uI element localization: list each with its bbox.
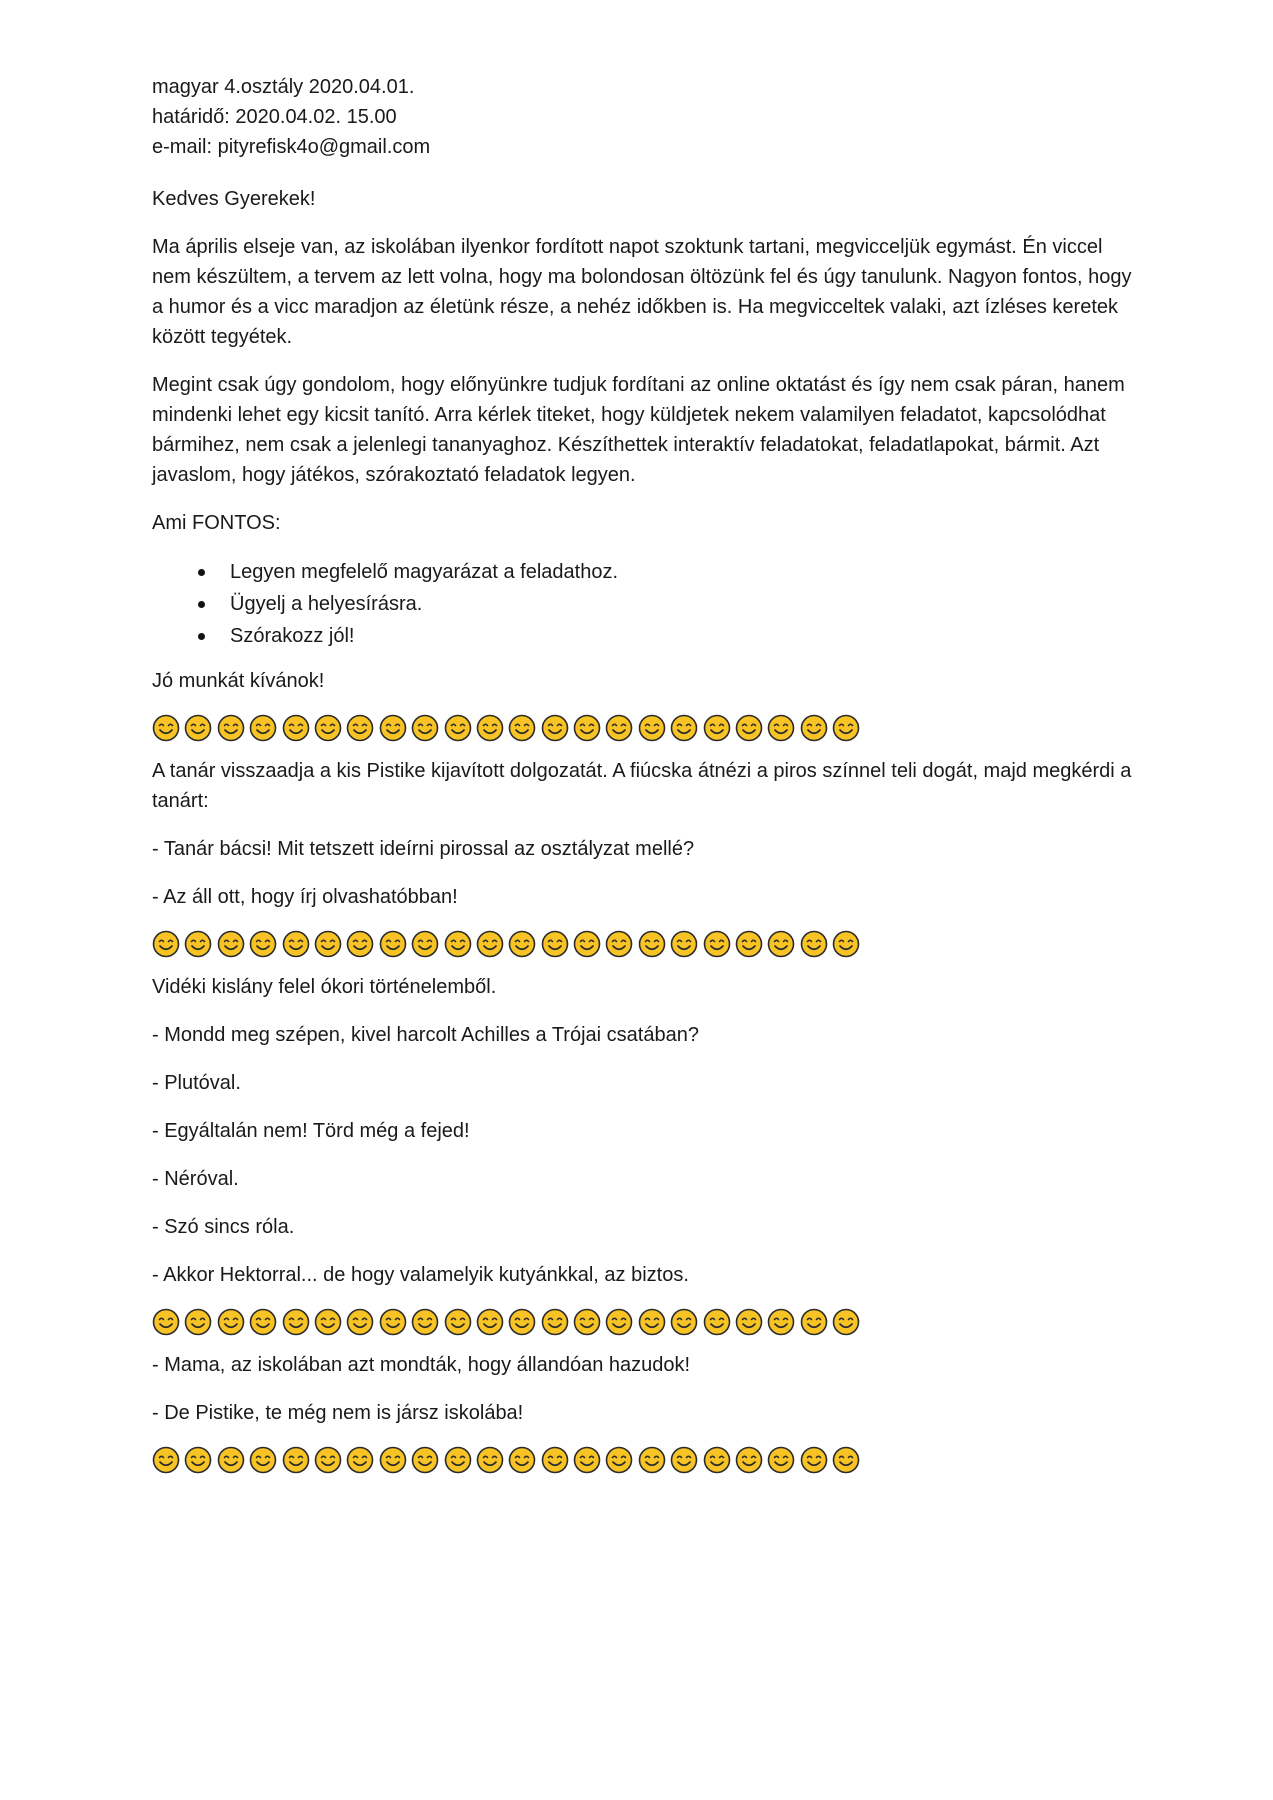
smiling-face-icon	[314, 1446, 342, 1474]
joke2-line: - Egyáltalán nem! Törd még a fejed!	[152, 1120, 470, 1142]
smiling-face-icon	[541, 930, 569, 958]
smiley-divider	[152, 930, 1132, 958]
smiling-face-icon	[638, 1308, 666, 1336]
smiley-divider	[152, 714, 1132, 742]
smiling-face-icon	[670, 1446, 698, 1474]
joke3-line: - De Pistike, te még nem is jársz iskolába!	[152, 1402, 524, 1424]
smiling-face-icon	[670, 714, 698, 742]
important-list	[152, 556, 1132, 652]
smiling-face-icon	[573, 930, 601, 958]
smiley-divider	[152, 1446, 1132, 1474]
smiling-face-icon	[508, 1446, 536, 1474]
paragraph-task: Megint csak úgy gondolom, hogy előnyünkre tudjuk fordítani az online oktatást és így nem csak páran, hanem mindenki lehet egy kicsit tanító. Arra kérlek titeket, hogy küldjetek nekem valamilyen feladatot, kapcsolódhat bármihez, nem csak a jelenlegi tananyaghoz. Készíthettek interaktív feladatokat, feladatlapokat, bármit. Azt javaslom, hogy játékos, szórakoztató feladatok legyen.	[152, 374, 1125, 486]
smiling-face-icon	[800, 930, 828, 958]
list-item: Legyen megfelelő magyarázat a feladathoz.	[198, 556, 1132, 588]
joke2-intro: Vidéki kislány felel ókori történelemből.	[152, 976, 497, 998]
smiling-face-icon	[541, 1446, 569, 1474]
smiling-face-icon	[379, 714, 407, 742]
smiling-face-icon	[508, 714, 536, 742]
smiling-face-icon	[444, 1308, 472, 1336]
smiling-face-icon	[832, 930, 860, 958]
smiling-face-icon	[346, 930, 374, 958]
smiling-face-icon	[314, 1308, 342, 1336]
joke2-line: - Akkor Hektorral... de hogy valamelyik kutyánkkal, az biztos.	[152, 1264, 689, 1286]
joke2-line: - Néróval.	[152, 1168, 239, 1190]
smiling-face-icon	[152, 1446, 180, 1474]
document-header	[152, 72, 1132, 162]
smiling-face-icon	[184, 714, 212, 742]
smiling-face-icon	[217, 714, 245, 742]
joke2-line: - Plutóval.	[152, 1072, 241, 1094]
smiling-face-icon	[800, 1308, 828, 1336]
joke2-line: - Szó sincs róla.	[152, 1216, 295, 1238]
smiling-face-icon	[735, 1308, 763, 1336]
smiling-face-icon	[573, 1308, 601, 1336]
smiling-face-icon	[314, 930, 342, 958]
smiling-face-icon	[152, 714, 180, 742]
smiling-face-icon	[184, 930, 212, 958]
smiling-face-icon	[508, 1308, 536, 1336]
smiling-face-icon	[573, 714, 601, 742]
smiling-face-icon	[217, 930, 245, 958]
smiling-face-icon	[735, 930, 763, 958]
smiling-face-icon	[638, 930, 666, 958]
smiling-face-icon	[346, 1308, 374, 1336]
list-item: Szórakozz jól!	[198, 620, 1132, 652]
smiling-face-icon	[379, 930, 407, 958]
smiling-face-icon	[638, 1446, 666, 1474]
smiling-face-icon	[605, 1446, 633, 1474]
smiling-face-icon	[184, 1308, 212, 1336]
document-page	[152, 72, 1132, 1488]
deadline-line: határidő: 2020.04.02. 15.00	[152, 106, 397, 128]
smiling-face-icon	[346, 714, 374, 742]
joke1-line: - Tanár bácsi! Mit tetszett ideírni pirossal az osztályzat mellé?	[152, 838, 695, 860]
smiling-face-icon	[282, 714, 310, 742]
smiling-face-icon	[152, 1308, 180, 1336]
smiling-face-icon	[282, 930, 310, 958]
smiley-divider	[152, 1308, 1132, 1336]
smiling-face-icon	[444, 714, 472, 742]
smiling-face-icon	[282, 1446, 310, 1474]
joke1-line: - Az áll ott, hogy írj olvashatóbban!	[152, 886, 458, 908]
smiling-face-icon	[508, 930, 536, 958]
smiling-face-icon	[800, 714, 828, 742]
email-line: e-mail: pityrefisk4o@gmail.com	[152, 136, 431, 158]
smiling-face-icon	[411, 1446, 439, 1474]
smiling-face-icon	[767, 714, 795, 742]
smiling-face-icon	[703, 1446, 731, 1474]
smiling-face-icon	[735, 714, 763, 742]
smiling-face-icon	[411, 714, 439, 742]
smiling-face-icon	[217, 1308, 245, 1336]
smiling-face-icon	[832, 1446, 860, 1474]
smiling-face-icon	[249, 930, 277, 958]
smiling-face-icon	[670, 1308, 698, 1336]
smiling-face-icon	[184, 1446, 212, 1474]
smiling-face-icon	[605, 1308, 633, 1336]
smiling-face-icon	[832, 1308, 860, 1336]
joke2-line: - Mondd meg szépen, kivel harcolt Achilles a Trójai csatában?	[152, 1024, 699, 1046]
smiling-face-icon	[541, 1308, 569, 1336]
important-heading: Ami FONTOS:	[152, 512, 281, 534]
list-item: Ügyelj a helyesírásra.	[198, 588, 1132, 620]
smiling-face-icon	[605, 714, 633, 742]
greeting: Kedves Gyerekek!	[152, 188, 316, 210]
smiling-face-icon	[541, 714, 569, 742]
smiling-face-icon	[605, 930, 633, 958]
smiling-face-icon	[638, 714, 666, 742]
smiling-face-icon	[249, 1446, 277, 1474]
joke1-intro: A tanár visszaadja a kis Pistike kijavított dolgozatát. A fiúcska átnézi a piros színnel teli dogát, majd megkérdi a tanárt:	[152, 760, 1132, 812]
smiling-face-icon	[476, 1446, 504, 1474]
smiling-face-icon	[573, 1446, 601, 1474]
smiling-face-icon	[800, 1446, 828, 1474]
closing-line: Jó munkát kívánok!	[152, 670, 325, 692]
smiling-face-icon	[152, 930, 180, 958]
smiling-face-icon	[282, 1308, 310, 1336]
smiling-face-icon	[767, 930, 795, 958]
smiling-face-icon	[444, 1446, 472, 1474]
smiling-face-icon	[703, 930, 731, 958]
smiling-face-icon	[249, 1308, 277, 1336]
paragraph-april-fools: Ma április elseje van, az iskolában ilyenkor fordított napot szoktunk tartani, megvicceljük egymást. Én viccel nem készültem, a tervem az lett volna, hogy ma bolondosan öltözünk fel és úgy tanulunk. Nagyon fontos, hogy a humor és a vicc maradjon az életünk része, a nehéz időkben is. Ha megvicceltek valaki, azt ízléses keretek között tegyétek.	[152, 236, 1132, 348]
smiling-face-icon	[476, 714, 504, 742]
smiling-face-icon	[703, 714, 731, 742]
smiling-face-icon	[476, 1308, 504, 1336]
smiling-face-icon	[767, 1308, 795, 1336]
smiling-face-icon	[703, 1308, 731, 1336]
smiling-face-icon	[735, 1446, 763, 1474]
smiling-face-icon	[767, 1446, 795, 1474]
smiling-face-icon	[444, 930, 472, 958]
smiling-face-icon	[379, 1308, 407, 1336]
smiling-face-icon	[314, 714, 342, 742]
smiling-face-icon	[217, 1446, 245, 1474]
smiling-face-icon	[476, 930, 504, 958]
smiling-face-icon	[411, 930, 439, 958]
smiling-face-icon	[346, 1446, 374, 1474]
smiling-face-icon	[670, 930, 698, 958]
joke3-line: - Mama, az iskolában azt mondták, hogy állandóan hazudok!	[152, 1354, 691, 1376]
smiling-face-icon	[411, 1308, 439, 1336]
subject-line: magyar 4.osztály 2020.04.01.	[152, 76, 415, 98]
smiling-face-icon	[249, 714, 277, 742]
smiling-face-icon	[832, 714, 860, 742]
smiling-face-icon	[379, 1446, 407, 1474]
